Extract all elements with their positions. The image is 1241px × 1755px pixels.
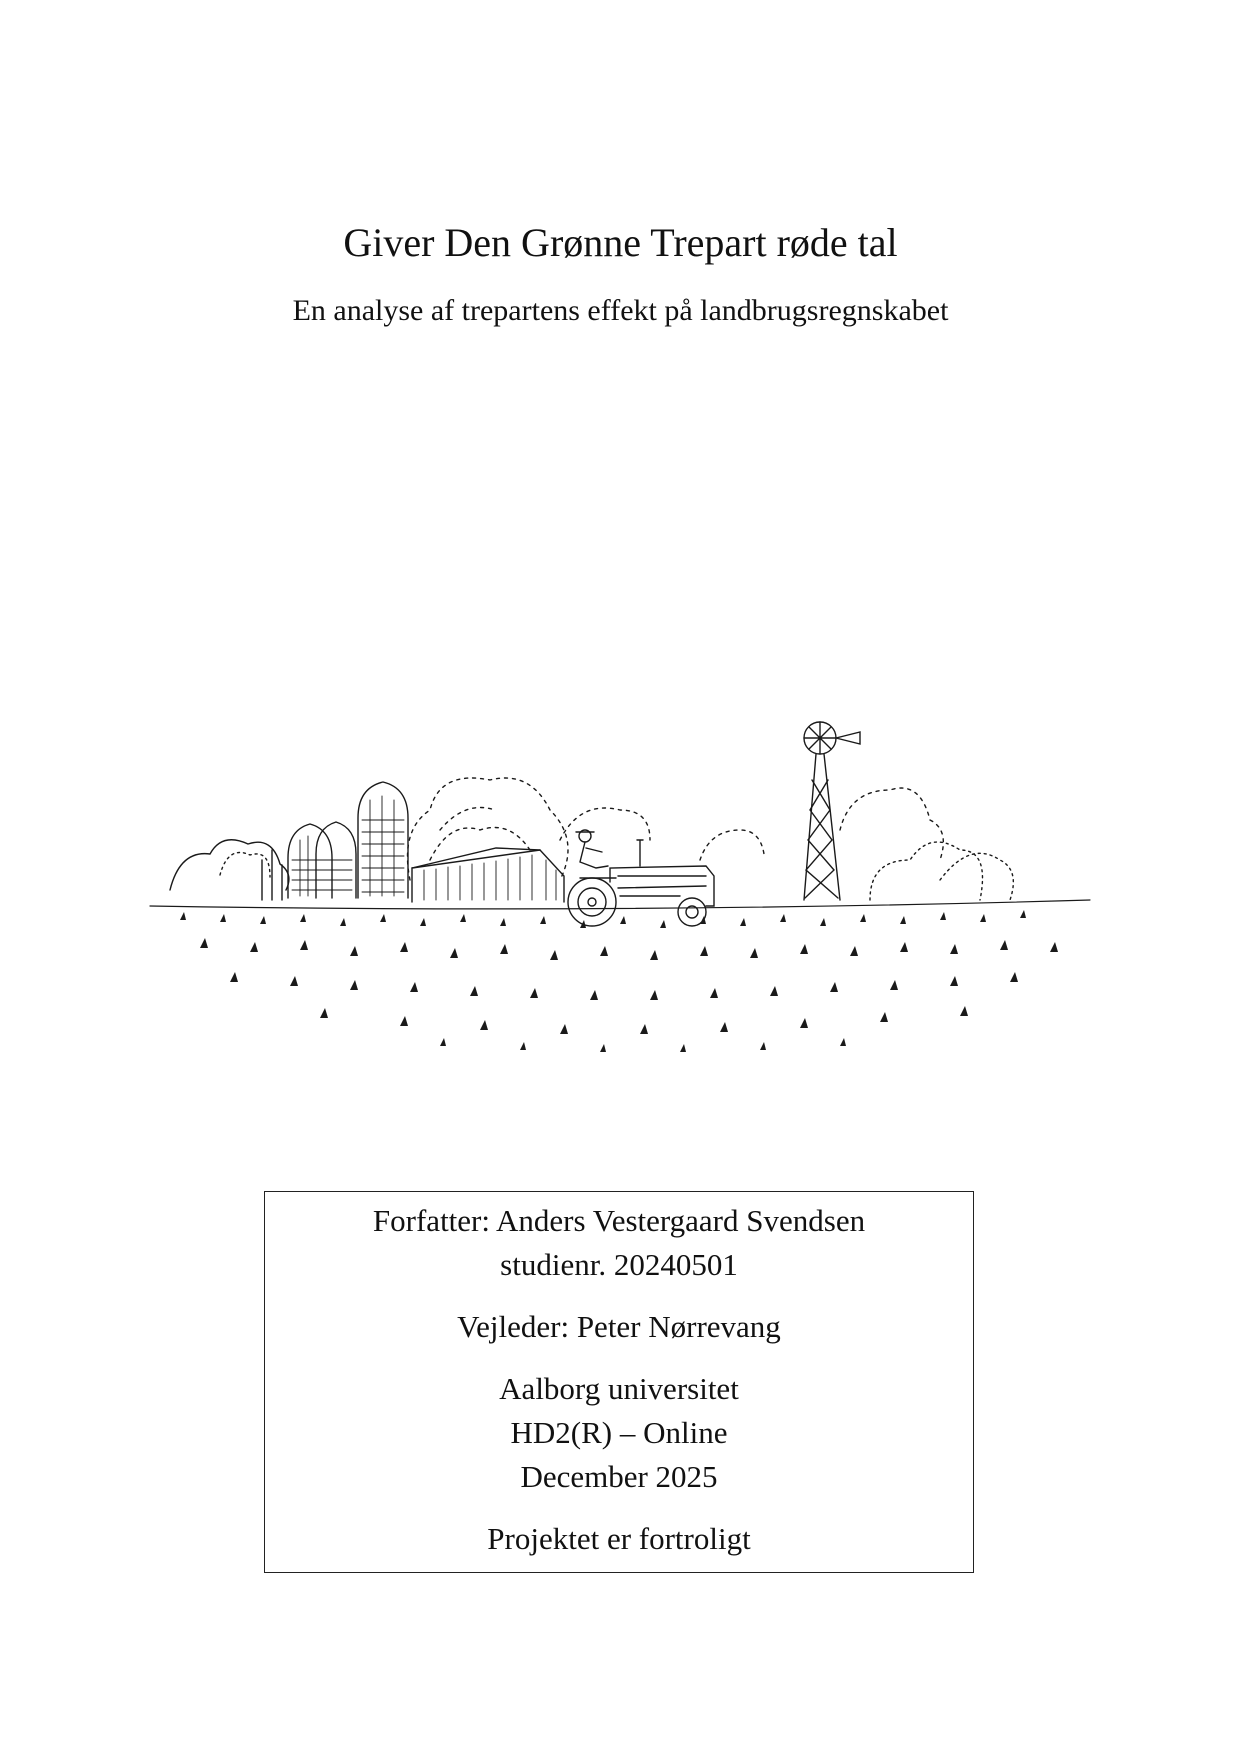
bush-right [870,842,1013,900]
document-subtitle: En analyse af trepartens effekt på landbrugsregnskabet [292,294,949,327]
tractor [568,830,714,926]
submission-date: December 2025 [520,1459,718,1494]
program-name: HD2(R) – Online [510,1415,728,1450]
silos [262,782,408,900]
farm-illustration [140,700,1100,1060]
crop-field [180,910,1058,1052]
barn [412,848,564,902]
supervisor-block [265,1305,973,1349]
institution-block [265,1367,973,1499]
supervisor-name: Vejleder: Peter Nørrevang [457,1309,781,1344]
university-name: Aalborg universitet [499,1371,739,1406]
silo-hatching [292,796,404,896]
windmill [804,722,860,900]
author-block [265,1199,973,1287]
document-title: Giver Den Grønne Trepart røde tal [343,220,898,265]
student-number: studienr. 20240501 [500,1247,738,1282]
bush-left [170,840,289,890]
author-name: Forfatter: Anders Vestergaard Svendsen [372,1203,866,1238]
confidentiality-note: Projektet er fortroligt [487,1521,751,1556]
confidentiality-block [265,1517,973,1561]
project-info-box [264,1191,974,1573]
trees [408,778,944,880]
